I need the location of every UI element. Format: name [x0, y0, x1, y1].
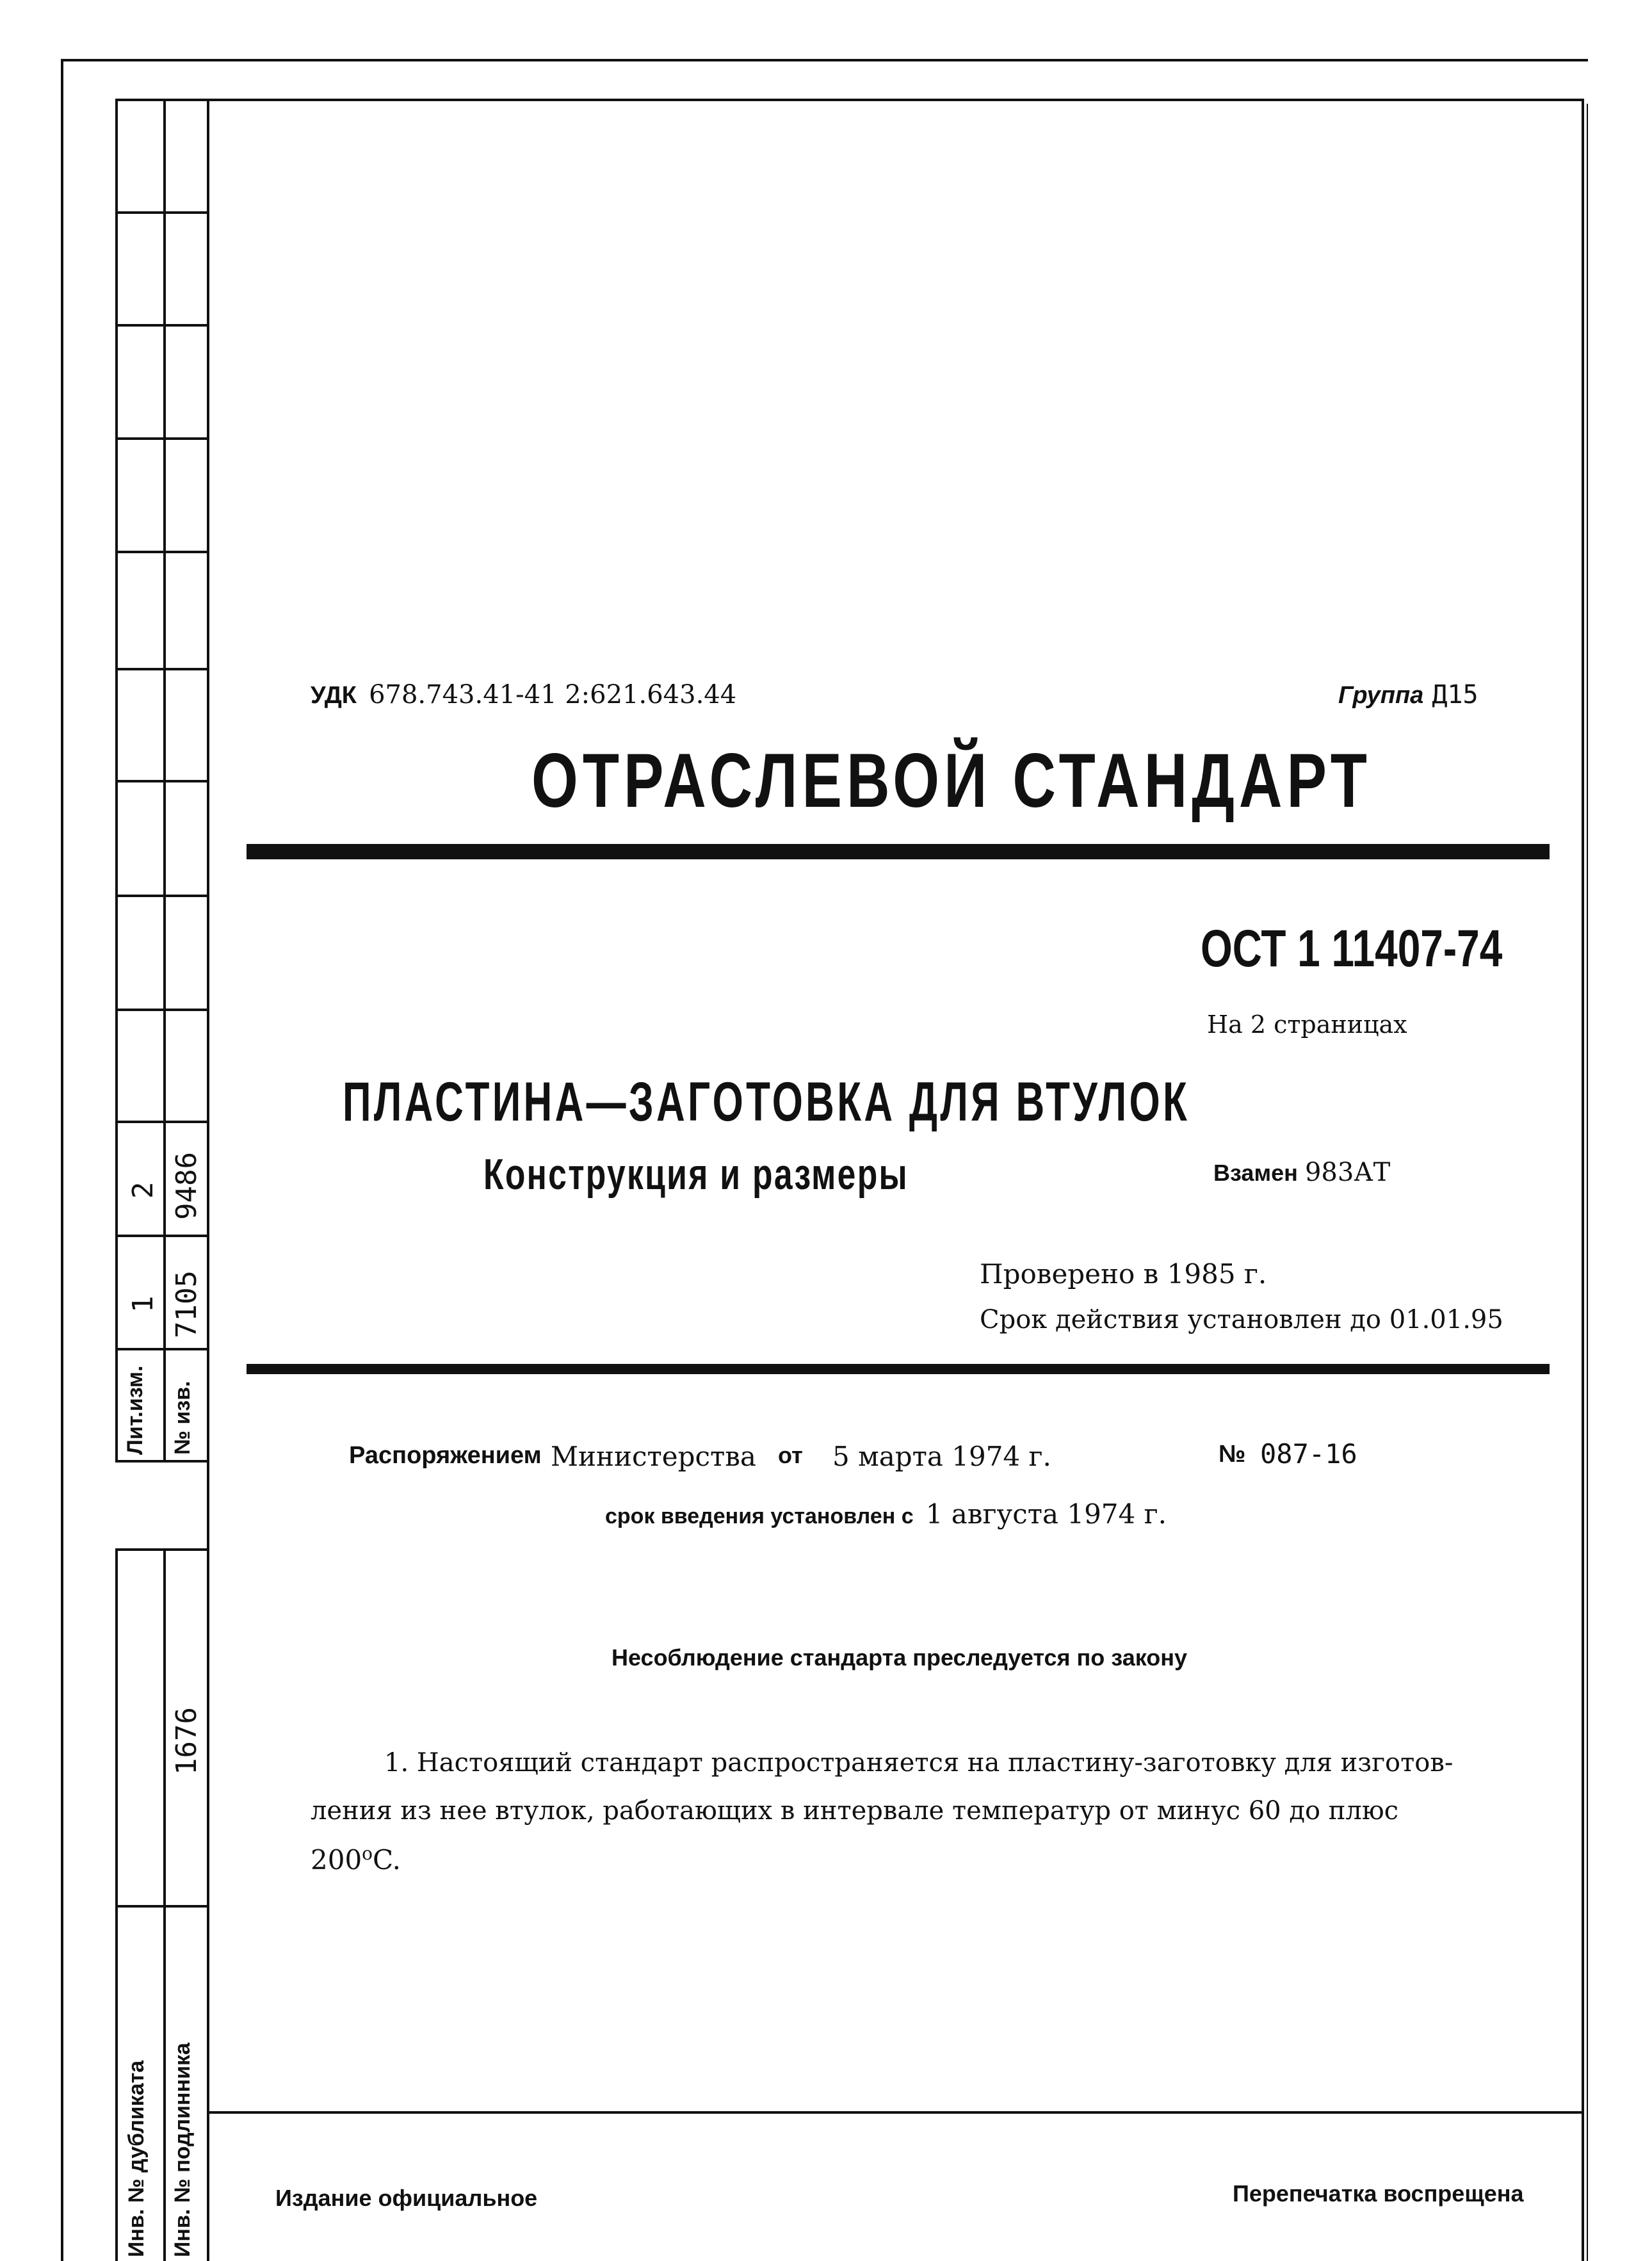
stamp-row-line [115, 1235, 208, 1237]
replaces-label: Взамен [1213, 1160, 1298, 1186]
stamp-no-izv-label: № изв. [170, 1381, 195, 1455]
intro-date: 1 августа 1974 г. [925, 1498, 1167, 1530]
group-value: Д15 [1432, 680, 1478, 709]
order-number: 087-16 [1260, 1438, 1357, 1470]
stamp-izv-value-9486: 9486 [170, 1152, 203, 1220]
stamp-row-line [115, 437, 208, 440]
frame-right-line [1582, 99, 1584, 2261]
body-para-line-1: 1. Настоящий стандарт распространяется на пластину-заготовку для изготов- [384, 1748, 1454, 1778]
udk-value: 678.743.41-41 2:621.643.44 [369, 680, 737, 709]
replaces-value: 983АТ [1304, 1158, 1391, 1187]
stamp-row-line [115, 324, 208, 327]
body-para-line-2: ления из нее втулок, работающих в интервале температур от минус 60 до плюс [311, 1796, 1399, 1826]
stamp-row-line [115, 551, 208, 553]
stamp-row-line [115, 1009, 208, 1011]
stamp-izv-value-7105: 7105 [170, 1270, 203, 1338]
stamp-row-line [115, 1905, 208, 1908]
stamp-lit-value-1: 1 [127, 1295, 159, 1313]
order-label: Распоряжением [349, 1442, 542, 1469]
frame-top-line [61, 59, 1588, 61]
standard-code: ОСТ 1 11407-74 [1201, 920, 1503, 978]
thick-rule-bottom [247, 1364, 1550, 1374]
stamp-row-line [115, 668, 208, 670]
stamp-row-line [115, 211, 208, 214]
document-subtitle: Конструкция и размеры [483, 1150, 909, 1199]
checked-year: Проверено в 1985 г. [980, 1258, 1267, 1290]
body-para-line-3 [311, 1843, 401, 1876]
stamp-row-line [115, 1121, 208, 1123]
order-ministry: Министерства [551, 1441, 756, 1472]
validity-term: Срок действия установлен до 01.01.95 [980, 1305, 1503, 1334]
stamp-row-line [115, 780, 208, 782]
frame-bottom-divider [208, 2111, 1584, 2114]
thick-rule-top [247, 844, 1550, 859]
stamp-col-right-line [207, 99, 209, 2261]
footer-reprint-forbidden: Перепечатка воспрещена [1233, 2180, 1524, 2207]
standard-type-title: ОТРАСЛЕВОЙ СТАНДАРТ [531, 738, 1372, 823]
intro-label: срок введения установлен с [605, 1504, 914, 1528]
stamp-lit-value-2: 2 [127, 1181, 159, 1199]
udk-line [311, 680, 736, 709]
degree-sign: o [362, 1843, 373, 1864]
stamp-inv-podl-value: 1676 [170, 1707, 203, 1775]
temperature-value: 200 [311, 1844, 362, 1876]
frame-left-line [61, 59, 63, 2261]
temperature-unit: C. [373, 1844, 401, 1876]
frame-inner-top-line [115, 99, 1582, 101]
stamp-inv-dubl-label: Инв. № дубликата [124, 2060, 149, 2257]
intro-date-line [605, 1498, 1167, 1530]
pages-count: На 2 страницах [1207, 1010, 1407, 1039]
group-line [1338, 680, 1478, 709]
order-number-label: № [1219, 1441, 1246, 1468]
document-title: ПЛАСТИНА—ЗАГОТОВКА ДЛЯ ВТУЛОК [343, 1071, 1190, 1133]
group-label: Группа [1338, 682, 1424, 709]
stamp-lit-izm-label: Лит.изм. [123, 1365, 147, 1455]
order-from-label: от [778, 1442, 803, 1468]
udk-label: УДК [311, 682, 357, 709]
stamp-row-line [115, 895, 208, 897]
frame-right-outer-line [1587, 104, 1588, 2261]
stamp-row-line [115, 1548, 208, 1551]
stamp-inv-podl-label: Инв. № подлинника [170, 2043, 195, 2257]
stamp-row-line [115, 1348, 208, 1350]
warning-text: Несоблюдение стандарта преследуется по закону [611, 1644, 1188, 1671]
stamp-row-line [115, 1460, 208, 1463]
footer-official-edition: Издание официальное [275, 2185, 538, 2211]
replaces-line [1213, 1158, 1390, 1187]
order-date: 5 марта 1974 г. [832, 1441, 1051, 1472]
